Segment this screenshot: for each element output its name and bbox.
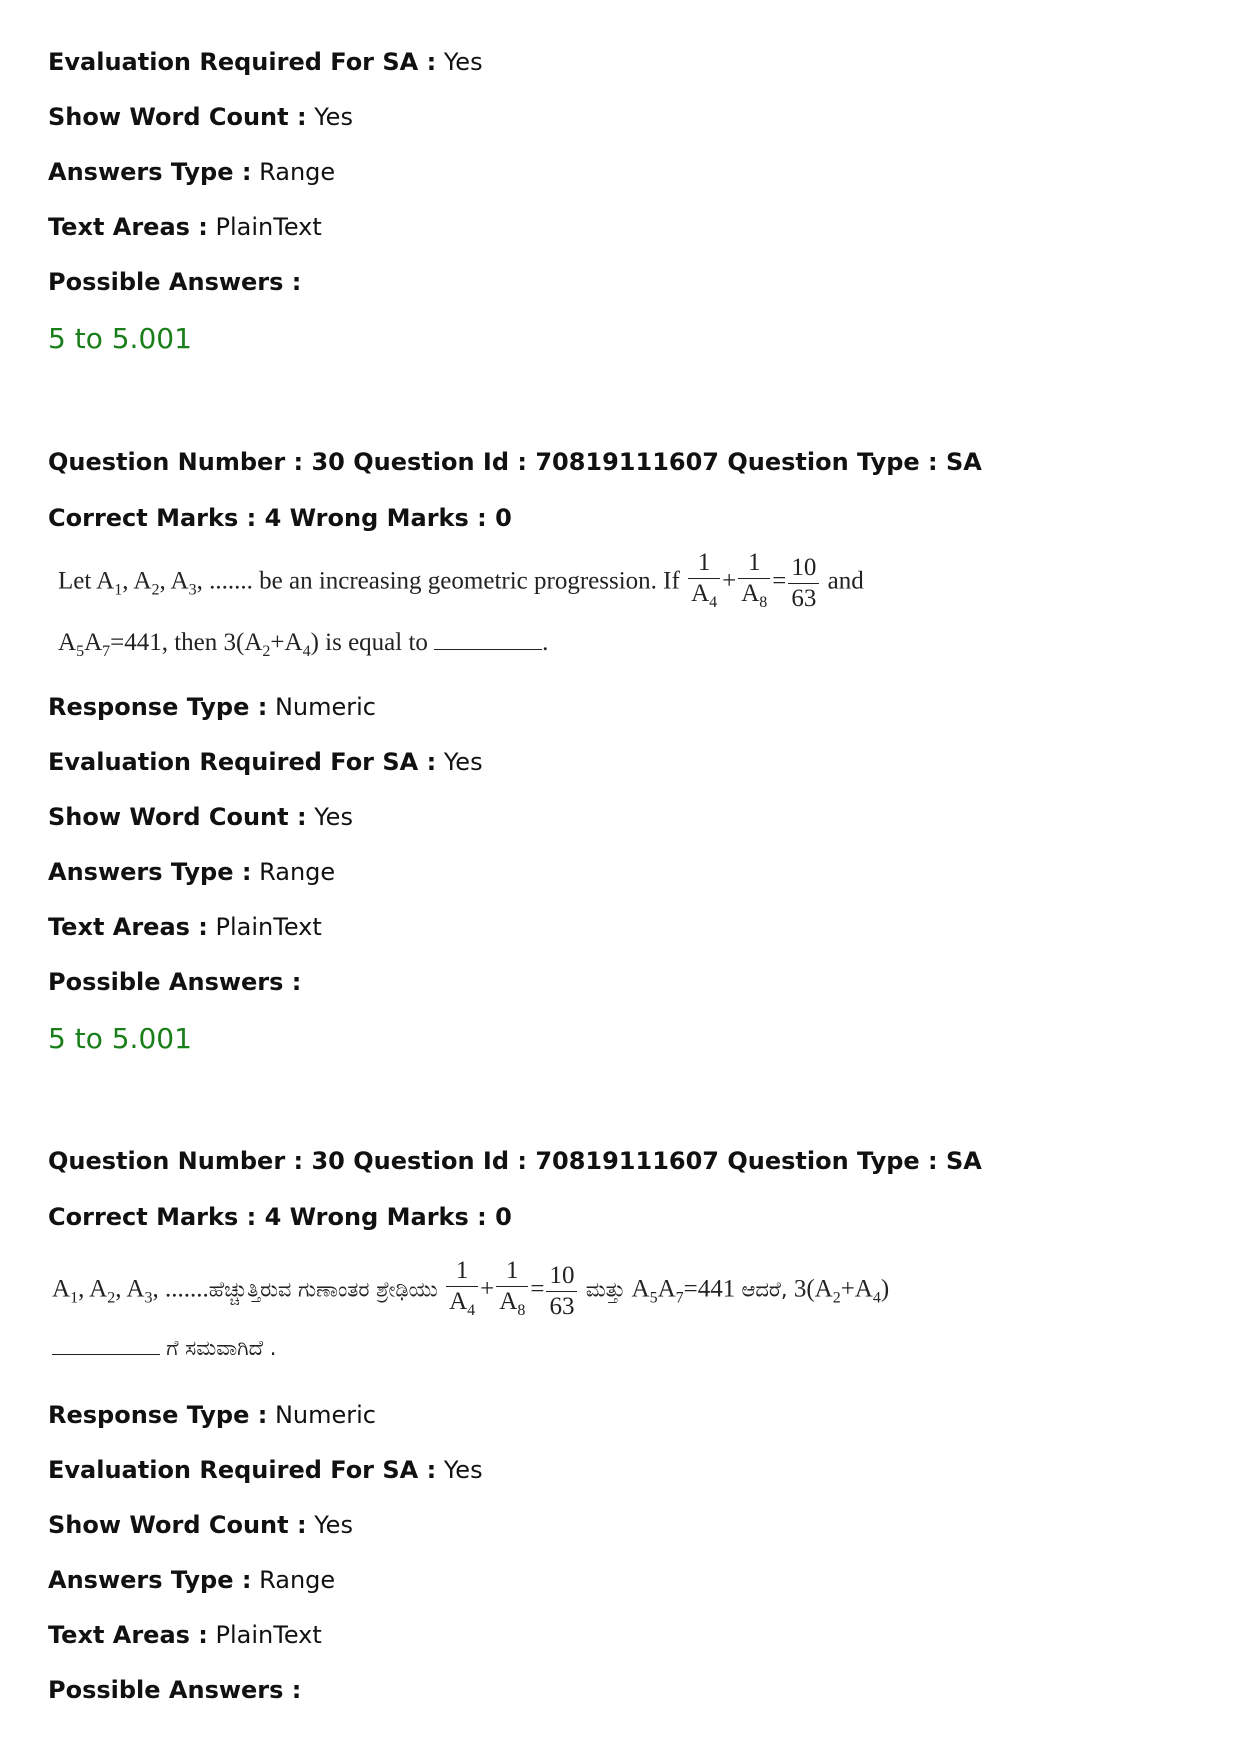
question-text-part: and — [827, 567, 864, 595]
question-marks: Correct Marks : 4 Wrong Marks : 0 — [48, 1203, 512, 1231]
evaluation-required-row — [48, 747, 483, 777]
possible-answers-row — [48, 967, 301, 997]
possible-answers-label: Possible Answers : — [48, 268, 302, 296]
word-count-label: Show Word Count : — [48, 103, 307, 131]
word-count-value: Yes — [314, 1511, 353, 1539]
show-word-count-row — [48, 802, 353, 832]
answers-type-label: Answers Type : — [48, 1566, 252, 1594]
evaluation-required-row — [48, 47, 483, 77]
answers-type-label: Answers Type : — [48, 858, 252, 886]
question-image-line2: $A_5A_7=441$, then $3(A_2+A_4)$ is equal to . — [58, 629, 549, 660]
question-text-part: be an increasing geometric progression. If — [259, 567, 680, 595]
word-count-label: Show Word Count : — [48, 1511, 307, 1539]
evaluation-value: Yes — [443, 748, 483, 776]
response-type-label: Response Type : — [48, 693, 268, 721]
question-text-part: ) is equal to — [310, 629, 428, 656]
word-count-label: Show Word Count : — [48, 803, 307, 831]
possible-answers-label: Possible Answers : — [48, 1676, 302, 1704]
answers-type-value: Range — [259, 858, 336, 886]
possible-answer-value: 5 to 5.001 — [48, 1022, 192, 1055]
question-marks: Correct Marks : 4 Wrong Marks : 0 — [48, 504, 512, 532]
evaluation-label: Evaluation Required For SA : — [48, 748, 437, 776]
text-areas-label: Text Areas : — [48, 1621, 208, 1649]
fraction: $\frac{1}{A_4}$ — [446, 1256, 478, 1326]
answers-type-label: Answers Type : — [48, 158, 252, 186]
evaluation-required-row — [48, 1455, 483, 1485]
text-areas-row — [48, 212, 322, 242]
word-count-value: Yes — [314, 103, 353, 131]
text-areas-value: PlainText — [215, 213, 322, 241]
answers-type-value: Range — [259, 1566, 336, 1594]
evaluation-value: Yes — [443, 1456, 483, 1484]
text-areas-label: Text Areas : — [48, 213, 208, 241]
question-text-part: ಮತ್ತು — [585, 1277, 626, 1302]
question-text-part: =441, then 3(A — [110, 629, 263, 656]
possible-answers-row — [48, 1675, 301, 1705]
possible-answers-label: Possible Answers : — [48, 968, 302, 996]
response-type-value: Numeric — [274, 693, 376, 721]
question-text-part: Let A — [58, 567, 115, 595]
fraction: $\frac{1}{A_8}$ — [738, 548, 770, 618]
show-word-count-row — [48, 1510, 353, 1540]
fraction: $\frac{10}{63}$ — [546, 1261, 577, 1322]
text-areas-value: PlainText — [215, 913, 322, 941]
answer-blank — [434, 631, 542, 650]
question-text-part: ಹೆಚ್ಚುತ್ತಿರುವ ಗುಣಾಂತರ ಶ್ರೇಢಿಯು — [208, 1277, 438, 1302]
question-header: Question Number : 30 Question Id : 70819111607 Question Type : SA — [48, 1147, 982, 1175]
answers-type-row — [48, 1565, 335, 1595]
question-text-part: ಆದರೆ, — [741, 1277, 788, 1302]
fraction: $\frac{1}{A_4}$ — [688, 548, 720, 618]
answers-type-value: Range — [259, 158, 336, 186]
question-text-part: ಗೆ ಸಮವಾಗಿದೆ . — [166, 1336, 277, 1360]
response-type-row — [48, 692, 376, 722]
evaluation-label: Evaluation Required For SA : — [48, 48, 437, 76]
question-header: Question Number : 30 Question Id : 70819111607 Question Type : SA — [48, 448, 982, 476]
answers-type-row — [48, 857, 335, 887]
word-count-value: Yes — [314, 803, 353, 831]
evaluation-value: Yes — [443, 48, 483, 76]
response-type-row — [48, 1400, 376, 1430]
evaluation-label: Evaluation Required For SA : — [48, 1456, 437, 1484]
question-image: Let $A_1$, $A_2$, $A_3$, ....... be an increasing geometric progression. If $\frac{1}{A_4}$ + $\frac{1}{A_8}$ = $\frac{10}{63}$ and — [58, 548, 864, 618]
text-areas-value: PlainText — [215, 1621, 322, 1649]
fraction: $\frac{10}{63}$ — [788, 553, 819, 614]
question-image: $A_1$, $A_2$, $A_3$, .......ಹೆಚ್ಚುತ್ತಿರುವ ಗುಣಾಂತರ ಶ್ರೇಢಿಯು $\frac{1}{A_4}$ + $\frac{1}{A_8}$ = $\frac{10}{63}$ ಮತ್ತು $A_5A_7=441$ ಆದರೆ, $3(A_2+A_4)$ — [52, 1256, 889, 1326]
possible-answers-row — [48, 267, 301, 297]
text-areas-label: Text Areas : — [48, 913, 208, 941]
response-type-label: Response Type : — [48, 1401, 268, 1429]
answer-blank — [52, 1336, 160, 1355]
text-areas-row — [48, 1620, 322, 1650]
text-areas-row — [48, 912, 322, 942]
show-word-count-row — [48, 102, 353, 132]
answers-type-row — [48, 157, 335, 187]
question-image-line2 — [52, 1334, 276, 1362]
fraction: $\frac{1}{A_8}$ — [496, 1256, 528, 1326]
possible-answer-value: 5 to 5.001 — [48, 322, 192, 355]
response-type-value: Numeric — [274, 1401, 376, 1429]
